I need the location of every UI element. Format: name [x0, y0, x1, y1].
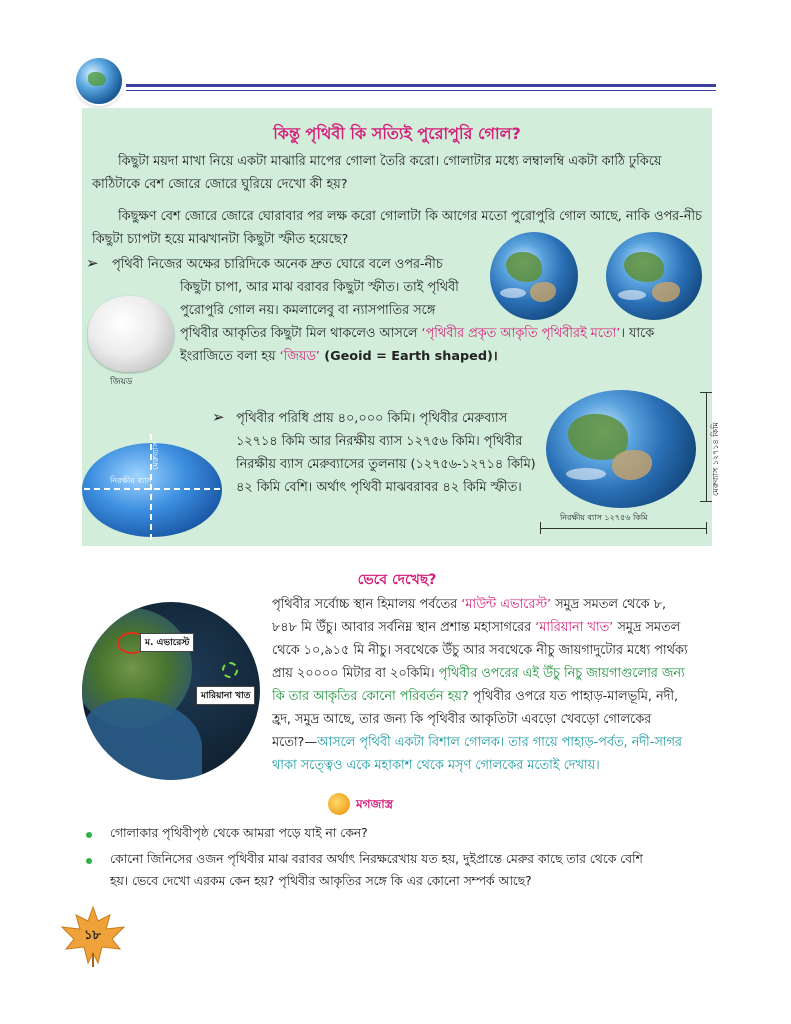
globe-icon: [76, 58, 122, 104]
mariana-marker: [222, 662, 238, 678]
polar-diameter-label: মেরুব্যাস: [151, 441, 160, 470]
point-1-line-4: পৃথিবীর আকৃতির কিছুটা মিল থাকলেও আসলে ‘পৃথিবীর প্রকৃত আকৃতি পৃথিবীরই মতো’। যাকে: [180, 326, 655, 341]
equatorial-axis: [84, 488, 220, 490]
everest-label: ম. এভারেস্ট: [140, 633, 194, 652]
point-2-line-2: ১২৭১৪ কিমি আর নিরক্ষীয় ব্যাস ১২৭৫৬ কিমি। পৃথিবীর: [236, 434, 523, 449]
think-line-6: হ্রদ, সমুদ্র আছে, তার জন্য কি পৃথিবীর আকৃতিটা এবড়ো খেবড়ো গোলকের: [272, 712, 652, 727]
paragraph-1: কিছুটা ময়দা মাখা নিয়ে একটা মাঝারি মাপের গোলা তৈরি করো। গোলাটার মধ্যে লম্বালম্বি একটা কাঠি ঢুকিয়ে কাঠিটাকে বেশ জোরে জোরে ঘুরিয়ে দেখো কী হয়?: [92, 154, 662, 192]
point-1-line-2: কিছুটা চাপা, আর মাঝ বরাবর কিছুটা স্ফীত। তাই পৃথিবী: [180, 280, 459, 295]
polar-dimension-line: [706, 392, 707, 502]
earth-globe-right: [606, 232, 702, 320]
equatorial-dimension-line: [540, 528, 706, 529]
header-rule: [126, 84, 716, 87]
point-1-line-3: পুরোপুরি গোল নয়। কমলালেবু বা ন্যাসপাতির সঙ্গে: [180, 303, 436, 318]
bullet-icon: [86, 858, 92, 864]
think-line-1: পৃথিবীর সর্বোচ্চ স্থান হিমালয় পর্বতের ‘মাউন্ট এভারেস্ট’ সমুদ্র সমতল থেকে ৮,: [272, 597, 667, 612]
think-line-5: কি তার আকৃতির কোনো পরিবর্তন হয়? পৃথিবীর ওপরে যত পাহাড়-মালভূমি, নদী,: [272, 689, 679, 704]
point-2-line-3: নিরক্ষীয় ব্যাস মেরুব্যাসের তুলনায় (১২৭৫৬-১২৭১৪ কিমি): [236, 457, 536, 472]
arrow-icon: ➢: [212, 408, 225, 426]
earth-globe-left: [490, 232, 578, 320]
geoid-shape: [88, 296, 174, 372]
bullet-2-line-2: হয়। ভেবে দেখো এরকম কেন হয়? পৃথিবীর আকৃতির সঙ্গে কি এর কোনো সম্পর্ক আছে?: [110, 874, 532, 888]
bullet-1: গোলাকার পৃথিবীপৃষ্ঠ থেকে আমরা পড়ে যাই না কেন?: [110, 826, 368, 840]
equatorial-dimension-label: নিরক্ষীয় ব্যাস ১২৭৫৬ কিমি: [560, 513, 648, 522]
mariana-label: মারিয়ানা খাত: [196, 686, 255, 705]
arrow-icon: ➢: [86, 254, 99, 272]
earth-diameter-globe: [546, 390, 696, 508]
equatorial-diameter-label: নিরক্ষীয় ব্যাস: [110, 476, 152, 485]
bullet-2-line-1: কোনো জিনিসের ওজন পৃথিবীর মাঝ বরাবর অর্থাৎ নিরক্ষরেখায় যত হয়, দুইপ্রান্তে মেরুর কাছে তার থেকে বেশি: [110, 852, 643, 866]
geoid-label: জিয়ড: [110, 377, 133, 387]
think-line-8: থাকা সত্ত্বেও একে মহাকাশ থেকে মসৃণ গোলকের মতোই দেখায়।: [272, 758, 600, 773]
thinking-face-icon: [328, 793, 350, 815]
header-rule-thin: [126, 90, 716, 91]
think-line-2: ৮৪৮ মি উঁচু। আবার সর্বনিম্ন স্থান প্রশান্ত মহাসাগরের ‘মারিয়ানা খাত’ সমুদ্র সমতল: [272, 620, 681, 635]
think-line-7: মতো?—আসলে পৃথিবী একটা বিশাল গোলক। তার গায়ে পাহাড়-পর্বত, নদী-সাগর: [272, 735, 682, 750]
think-title: ভেবে দেখেছ?: [357, 572, 437, 588]
point-1-line-5: ইংরাজিতে বলা হয় ‘জিয়ড’ (Geoid = Earth shaped)।: [180, 349, 498, 364]
paragraph-2: কিছুক্ষণ বেশ জোরে জোরে ঘোরাবার পর লক্ষ করো গোলাটা কি আগের মতো পুরোপুরি গোল আছে, নাকি ওপর-নীচ কিছুটা চ্যাপটা হয়ে মাঝখানটা কিছুটা স্ফীত হয়েছে?: [92, 209, 702, 247]
point-2-line-1: পৃথিবীর পরিধি প্রায় ৪০,০০০ কিমি। পৃথিবীর মেরুব্যাস: [236, 411, 508, 426]
think-line-3: থেকে ১০,৯১৫ মি নীচু। সবথেকে উঁচু আর সবথেকে নীচু জায়গাদুটোর মধ্যে পার্থক্য: [272, 643, 688, 658]
section-title: কিন্তু পৃথিবী কি সত্যিই পুরোপুরি গোল?: [273, 124, 521, 143]
point-1-line-1: পৃথিবী নিজের অক্ষের চারিদিকে অনেক দ্রুত ঘোরে বলে ওপর-নীচ: [112, 257, 443, 272]
think-line-4: প্রায় ২০০০০ মিটার বা ২০কিমি। পৃথিবীর ওপরের এই উঁচু নিচু জায়গাগুলোর জন্য: [272, 666, 685, 681]
point-2-line-4: ৪২ কিমি বেশি। অর্থাৎ পৃথিবী মাঝবরাবর ৪২ কিমি স্ফীত।: [236, 480, 522, 495]
page-number: ১৮: [84, 928, 101, 943]
polar-dimension-label: মেরুব্যাস ১২৭১৪ কিমি: [711, 422, 720, 496]
bullet-icon: [86, 832, 92, 838]
magazastra-title: মগজাস্ত্র: [356, 797, 393, 811]
